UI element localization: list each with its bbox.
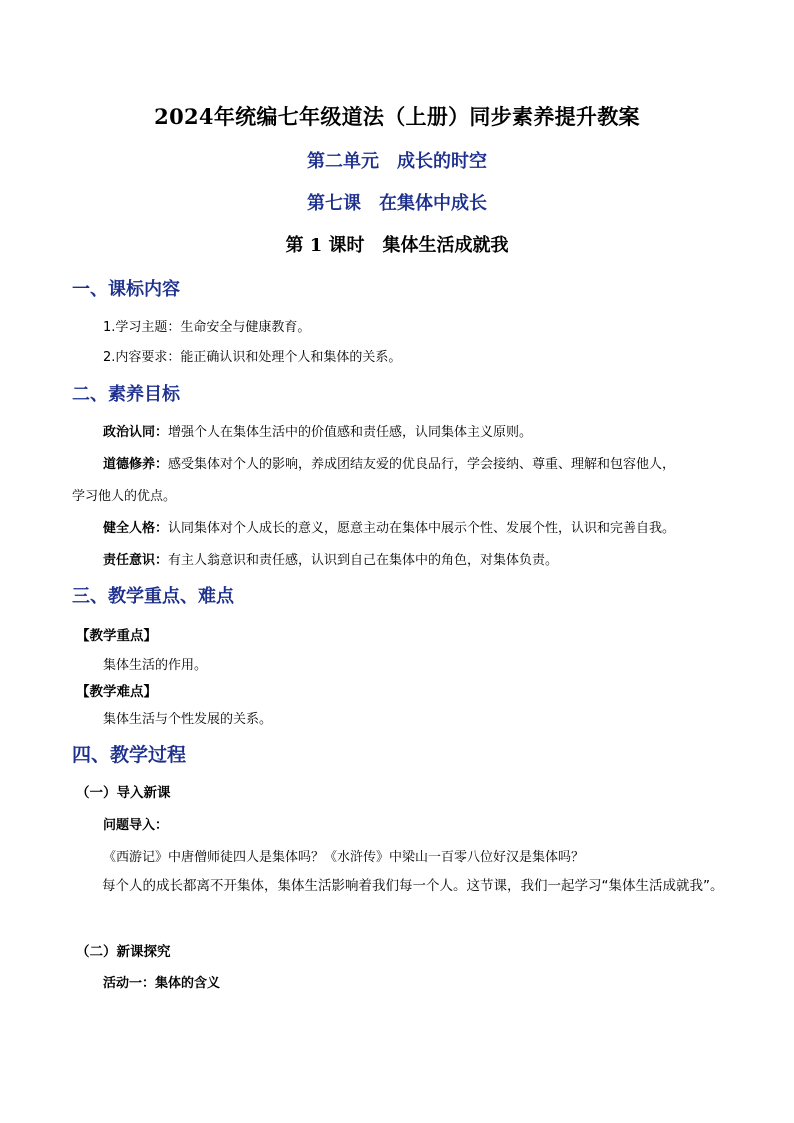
intro-paragraph: 每个人的成长都离不开集体，集体生活影响着我们每一个人。这节课，我们一起学习“集体生活成就我”。 <box>102 878 724 894</box>
section-heading-key-points: 三、教学重点、难点 <box>72 586 234 607</box>
goal-responsibility <box>103 549 558 568</box>
period-title: 第 1 课时 集体生活成就我 <box>285 235 509 256</box>
goal-text: 有主人翁意识和责任感，认识到自己在集体中的角色，对集体负责。 <box>168 553 559 568</box>
goal-text: 增强个人在集体生活中的价值感和责任感，认同集体主义原则。 <box>168 425 533 440</box>
goal-label: 政治认同： <box>103 425 169 440</box>
document-title: 2024年统编七年级道法（上册）同步素养提升教案 <box>154 104 640 129</box>
goal-label: 健全人格： <box>103 521 169 536</box>
goal-label: 责任意识： <box>103 553 169 568</box>
part-intro-label: （一）导入新课 <box>76 785 171 801</box>
goal-text: 认同集体对个人成长的意义，愿意主动在集体中展示个性、发展个性，认识和完善自我。 <box>168 521 676 536</box>
key-point-text: 集体生活的作用。 <box>103 658 208 673</box>
question-text: 《西游记》中唐僧师徒四人是集体吗？《水浒传》中梁山一百零八位好汉是集体吗？ <box>103 850 585 865</box>
goal-label: 道德修养： <box>103 457 169 472</box>
question-intro-label: 问题导入： <box>103 818 169 833</box>
key-point-label: 【教学重点】 <box>76 628 157 644</box>
curriculum-item-1: 1.学习主题：生命安全与健康教育。 <box>103 320 311 335</box>
activity-label: 活动一：集体的含义 <box>103 976 221 991</box>
difficult-point-label: 【教学难点】 <box>76 684 157 700</box>
curriculum-item-2: 2.内容要求：能正确认识和处理个人和集体的关系。 <box>103 350 402 365</box>
goal-moral-continued: 学习他人的优点。 <box>72 489 177 504</box>
section-heading-process: 四、教学过程 <box>72 744 187 766</box>
goal-political <box>103 421 532 440</box>
goal-personality <box>103 517 675 536</box>
difficult-point-text: 集体生活与个性发展的关系。 <box>103 712 273 727</box>
goal-moral <box>103 453 675 472</box>
part-explore-label: （二）新课探究 <box>76 944 171 960</box>
unit-title: 第二单元 成长的时空 <box>307 151 487 172</box>
section-heading-goals: 二、素养目标 <box>72 384 180 405</box>
goal-text: 感受集体对个人的影响，养成团结友爱的优良品行，学会接纳、尊重、理解和包容他人， <box>168 457 676 472</box>
section-heading-curriculum: 一、课标内容 <box>72 279 180 300</box>
lesson-title: 第七课 在集体中成长 <box>307 193 487 214</box>
